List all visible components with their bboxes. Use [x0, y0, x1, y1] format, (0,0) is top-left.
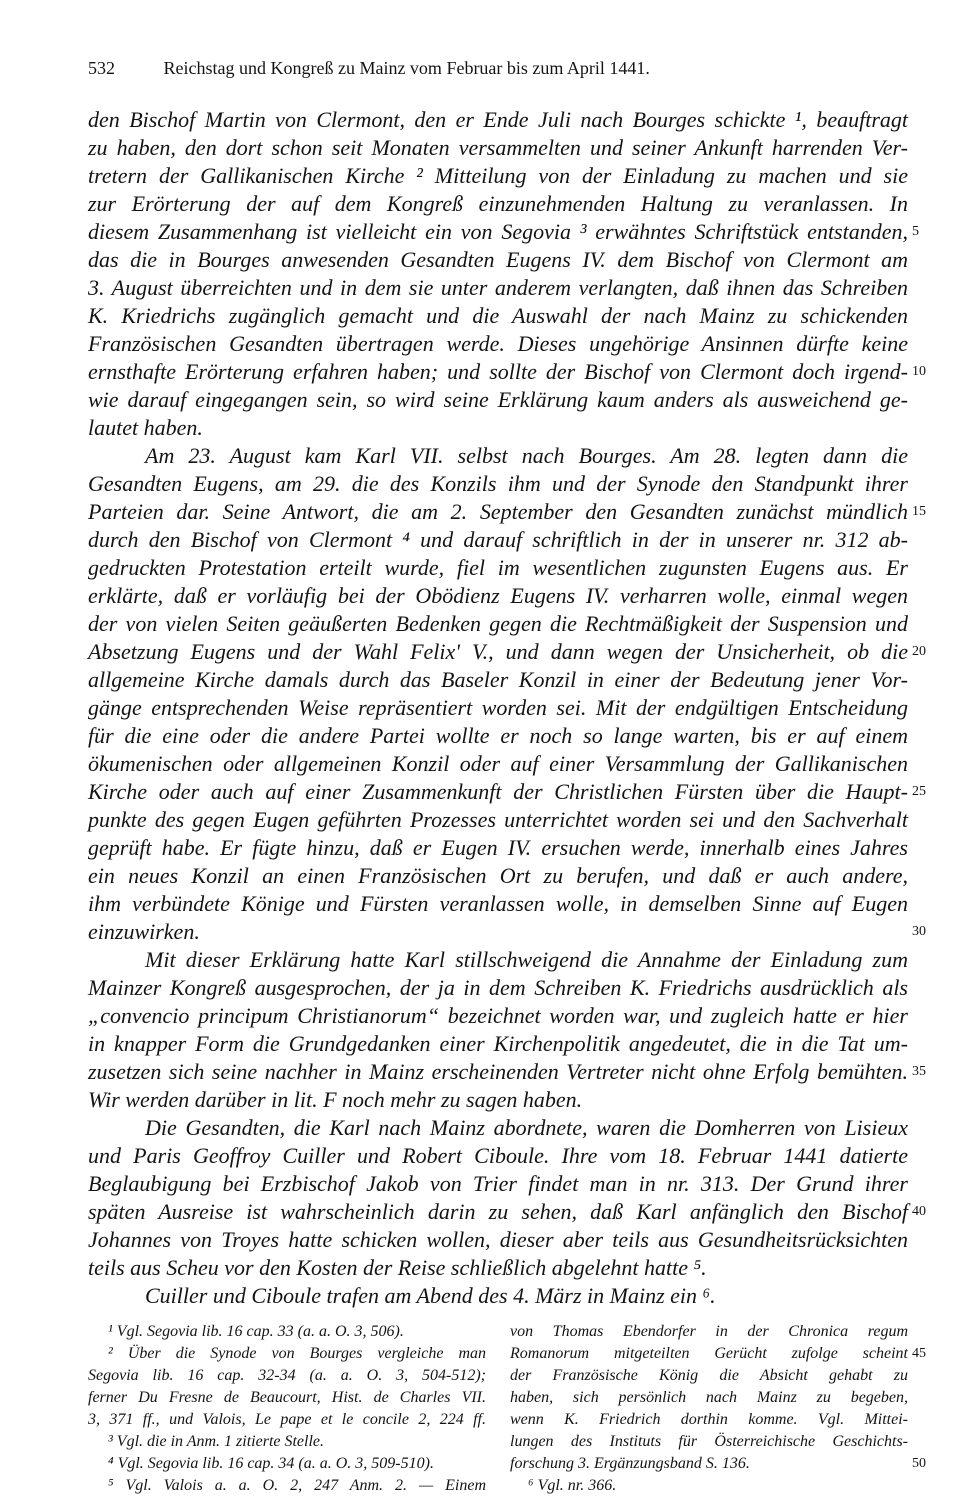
body-line: Beglaubigung bei Erzbischof Jakob von Trier findet man in nr. 313. Der Grund ihrer	[88, 1171, 908, 1196]
line-number: 10	[912, 364, 926, 379]
body-line: gänge entsprechenden Weise repräsentiert worden sei. Mit der endgültigen Entscheidung	[88, 695, 908, 720]
body-line: ökumenischen oder allgemeinen Konzil oder auf einer Versammlung der Gallikanischen	[88, 751, 908, 776]
body-line: den Bischof Martin von Clermont, den er Ende Juli nach Bourges schickte ¹, beauftragt	[88, 107, 908, 132]
line-number: 40	[912, 1204, 926, 1219]
body-line: zusetzen sich seine nachher in Mainz erscheinenden Vertreter nicht ohne Erfolg bemühten.	[88, 1059, 908, 1084]
running-header	[88, 58, 908, 79]
body-line: Am 23. August kam Karl VII. selbst nach Bourges. Am 28. legten dann die	[145, 443, 908, 468]
body-line: gedruckten Protestation erteilt wurde, fiel im wesentlichen zugunsten Eugens aus. Er	[88, 555, 908, 580]
line-number: 35	[912, 1064, 926, 1079]
line-number: 30	[912, 924, 926, 939]
body-line: Französischen Gesandten übertragen werde. Dieses ungehörige Ansinnen dürfte keine	[88, 331, 908, 356]
footnote-line: 3, 371 ff., und Valois, Le pape et le concile 2, 224 ff.	[88, 1411, 486, 1428]
footnote-line: Romanorum mitgeteilten Gerücht zufolge scheint	[510, 1345, 908, 1362]
footnote-line: ferner Du Fresne de Beaucourt, Hist. de Charles VII.	[88, 1389, 486, 1406]
footnote-line: der Französische König die Absicht gehabt zu	[510, 1367, 908, 1384]
body-line: und Paris Geoffroy Cuiller und Robert Ciboule. Ihre vom 18. Februar 1441 datierte	[88, 1143, 908, 1168]
footnote-line: forschung 3. Ergänzungsband S. 136.	[510, 1455, 750, 1472]
body-line: teils aus Scheu vor den Kosten der Reise schließlich abgelehnt hatte ⁵.	[88, 1255, 707, 1280]
line-number: 5	[912, 224, 919, 239]
line-number: 50	[912, 1456, 926, 1471]
body-line: Parteien dar. Seine Antwort, die am 2. September den Gesandten zunächst mündlich	[88, 499, 908, 524]
body-line: Absetzung Eugens und der Wahl Felix' V., und dann wegen der Unsicherheit, ob die	[88, 639, 908, 664]
line-number: 25	[912, 784, 926, 799]
footnote-line: ² Über die Synode von Bourges vergleiche man	[108, 1345, 486, 1362]
body-line: 3. August überreichten und in dem sie unter anderem verlangten, daß ihnen das Schreiben	[88, 275, 908, 300]
body-line: ihm verbündete Könige und Fürsten veranlassen wolle, in demselben Sinne auf Eugen	[88, 891, 908, 916]
body-line: diesem Zusammenhang ist vielleicht ein von Segovia ³ erwähntes Schriftstück entstanden,	[88, 219, 908, 244]
line-number: 45	[912, 1346, 926, 1361]
body-line: punkte des gegen Eugen geführten Prozesses unterrichtet worden sei und den Sachverhalt	[88, 807, 908, 832]
body-line: späten Ausreise ist wahrscheinlich darin zu sehen, daß Karl anfänglich den Bischof	[88, 1199, 908, 1224]
body-line: Cuiller und Ciboule trafen am Abend des 4. März in Mainz ein ⁶.	[145, 1283, 716, 1308]
line-number: 20	[912, 644, 926, 659]
body-line: K. Kriedrichs zugänglich gemacht und die Auswahl der nach Mainz zu schickenden	[88, 303, 908, 328]
body-line: durch den Bischof von Clermont ⁴ und darauf schriftlich in der in unserer nr. 312 ab-	[88, 527, 908, 552]
body-line: für die eine oder die andere Partei wollte er noch so lange warten, bis er auf einem	[88, 723, 908, 748]
body-line: ein neues Konzil an einen Französischen Ort zu berufen, und daß er auch andere,	[88, 863, 908, 888]
body-line: „convencio principum Christianorum“ bezeichnet worden war, und zugleich hatte er hier	[88, 1003, 908, 1028]
footnote-line: lungen des Instituts für Österreichische Geschichts-	[510, 1433, 908, 1450]
body-line: lautet haben.	[88, 415, 203, 440]
body-line: der von vielen Seiten geäußerten Bedenken gegen die Rechtmäßigkeit der Suspension und	[88, 611, 908, 636]
body-line: Gesandten Eugens, am 29. die des Konzils ihm und der Synode den Standpunkt ihrer	[88, 471, 908, 496]
body-line: ernsthafte Erörterung erfahren haben; und sollte der Bischof von Clermont doch irgend-	[88, 359, 908, 384]
body-line: wie darauf eingegangen sein, so wird seine Erklärung kaum anders als ausweichend ge-	[88, 387, 908, 412]
body-line: Wir werden darüber in lit. F noch mehr zu sagen haben.	[88, 1087, 583, 1112]
body-line: tretern der Gallikanischen Kirche ² Mitteilung von der Einladung zu machen und sie	[88, 163, 908, 188]
footnote-line: ⁵ Vgl. Valois a. a. O. 2, 247 Anm. 2. — Einem	[108, 1477, 486, 1494]
body-line: Mit dieser Erklärung hatte Karl stillschweigend die Annahme der Einladung zum	[145, 947, 908, 972]
footnote-line: ⁴ Vgl. Segovia lib. 16 cap. 34 (a. a. O. 3, 509-510).	[108, 1455, 434, 1472]
body-line: einzuwirken.	[88, 919, 200, 944]
line-number: 15	[912, 504, 926, 519]
footnote-line: ¹ Vgl. Segovia lib. 16 cap. 33 (a. a. O. 3, 506).	[108, 1323, 404, 1340]
body-line: Die Gesandten, die Karl nach Mainz abordnete, waren die Domherren von Lisieux	[145, 1115, 908, 1140]
body-line: allgemeine Kirche damals durch das Baseler Konzil in einer der Bedeutung jener Vor-	[88, 667, 908, 692]
body-line: das die in Bourges anwesenden Gesandten Eugens IV. dem Bischof von Clermont am	[88, 247, 908, 272]
footnote-line: Segovia lib. 16 cap. 32-34 (a. a. O. 3, 504-512);	[88, 1367, 486, 1384]
body-line: Johannes von Troyes hatte schicken wollen, dieser aber teils aus Gesundheitsrücksichten	[88, 1227, 908, 1252]
body-line: geprüft habe. Er fügte hinzu, daß er Eugen IV. ersuchen werde, innerhalb eines Jahres	[88, 835, 908, 860]
footnote-line: haben, sich persönlich nach Mainz zu begeben,	[510, 1389, 908, 1406]
footnote-line: ³ Vgl. die in Anm. 1 zitierte Stelle.	[108, 1433, 325, 1450]
footnote-line: ⁶ Vgl. nr. 366.	[528, 1477, 617, 1494]
body-line: Mainzer Kongreß ausgesprochen, der ja in dem Schreiben K. Friedrichs ausdrücklich als	[88, 975, 908, 1000]
body-line: zur Erörterung der auf dem Kongreß einzunehmenden Haltung zu veranlassen. In	[88, 191, 908, 216]
body-line: in knapper Form die Grundgedanken einer Kirchenpolitik angedeutet, die in die Tat um-	[88, 1031, 908, 1056]
footnote-line: wenn K. Friedrich dorthin komme. Vgl. Mittei-	[510, 1411, 908, 1428]
body-line: Kirche oder auch auf einer Zusammenkunft der Christlichen Fürsten über die Haupt-	[88, 779, 908, 804]
body-line: erklärte, daß er vorläufig bei der Obödienz Eugens IV. verharren wolle, einmal wegen	[88, 583, 908, 608]
running-title: Reichstag und Kongreß zu Mainz vom Februar bis zum April 1441.	[163, 58, 650, 78]
body-line: zu haben, den dort schon seit Monaten versammelten und seiner Ankunft harrenden Ver-	[88, 135, 908, 160]
footnote-line: von Thomas Ebendorfer in der Chronica regum	[510, 1323, 908, 1340]
page-number: 532	[88, 58, 115, 78]
